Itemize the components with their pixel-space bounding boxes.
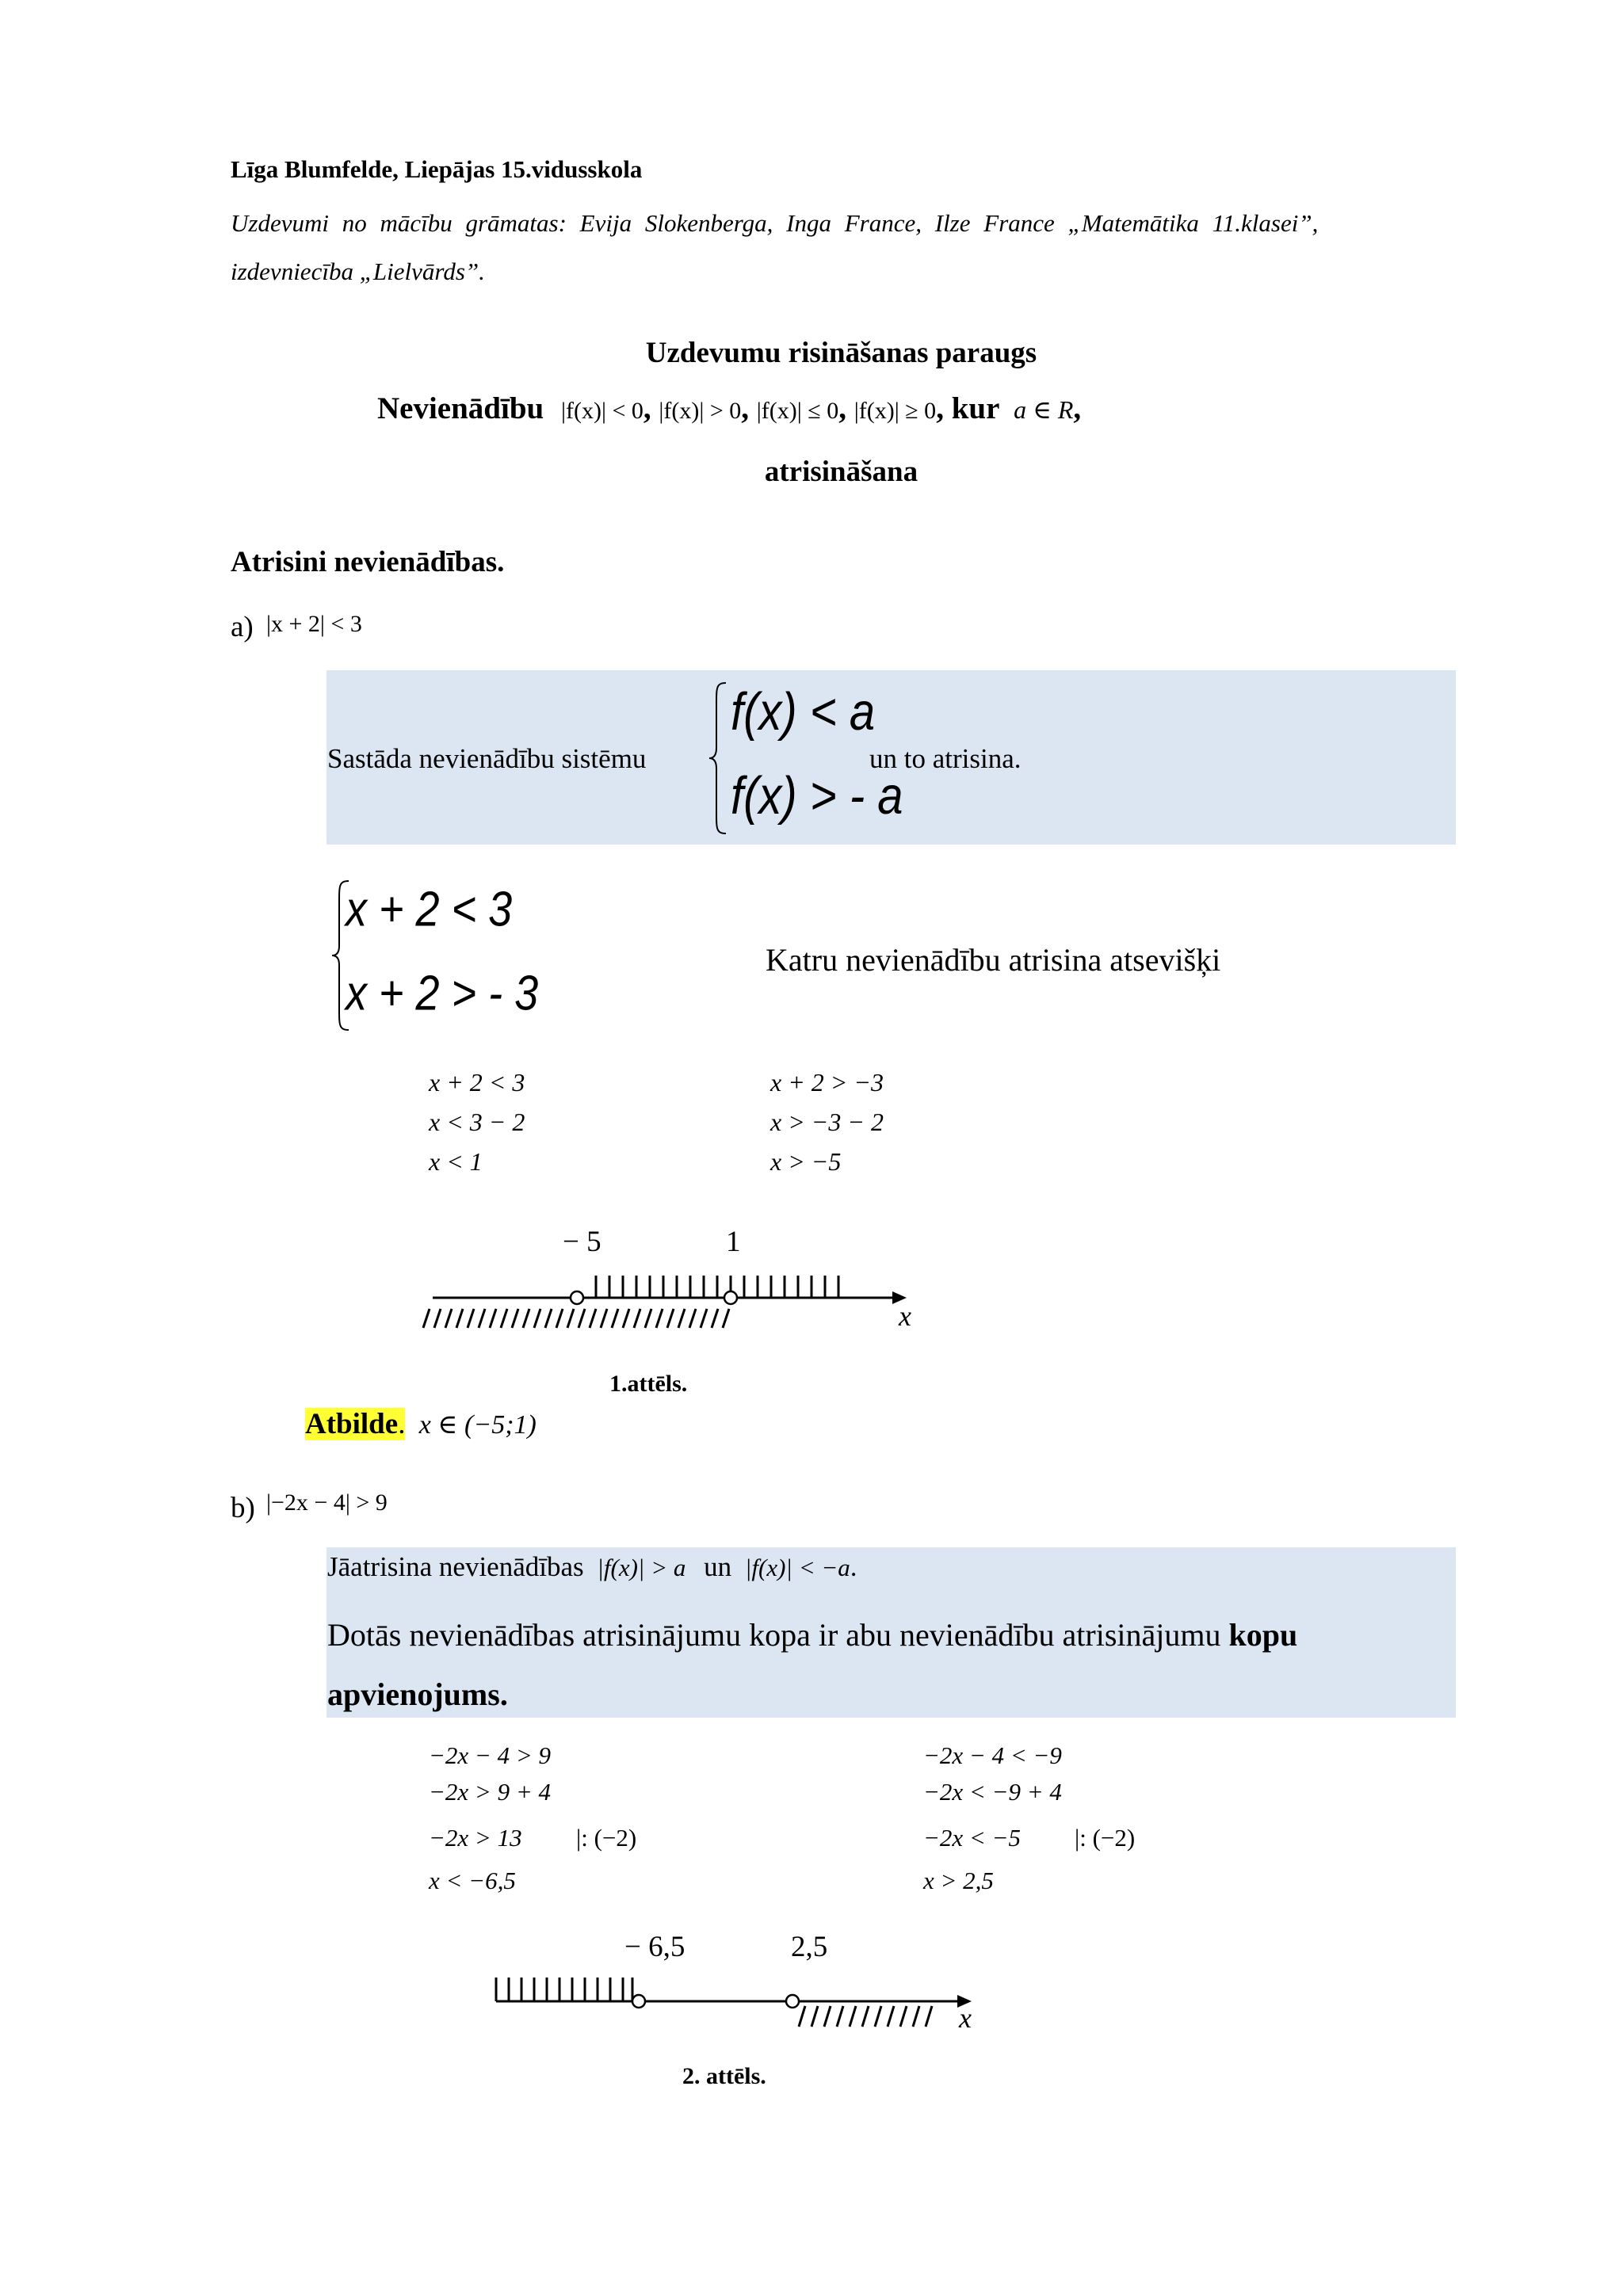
answer-dot: .	[398, 1408, 406, 1440]
fig2-open-point-right	[786, 1995, 799, 2008]
part-a-right-step-3: x > −5	[770, 1147, 842, 1176]
fig2-tick-label-right: 2,5	[791, 1931, 828, 1963]
part-b-box-dot: .	[850, 1551, 857, 1582]
fig1-number-line	[412, 1268, 919, 1339]
part-b-box-un: un	[704, 1551, 732, 1582]
fig2-caption: 2. attēls.	[682, 2063, 766, 2089]
author-line: Līga Blumfelde, Liepājas 15.vidusskola	[231, 155, 643, 183]
part-b-box-line-1	[327, 1551, 857, 1583]
fig1-hatch-slant	[423, 1309, 729, 1328]
part-a-system-note: Katru nevienādību atrisina atsevišķi	[766, 942, 1221, 978]
title-comma-2: ,	[741, 391, 750, 425]
title-line-3: atrisināšana	[764, 456, 918, 488]
fig1-open-point-left	[571, 1291, 583, 1304]
fig2-axis-label: x	[959, 2002, 972, 2034]
part-b-label: b)	[231, 1492, 255, 1524]
part-a-box-text-before: Sastāda nevienādību sistēmu	[327, 743, 647, 774]
part-b-right-step-3: −2x < −5	[923, 1824, 1022, 1852]
part-b-left-step-1: −2x − 4 > 9	[429, 1741, 552, 1769]
fig1-tick-label-right: 1	[726, 1226, 741, 1258]
part-b-left-step-4: x < −6,5	[429, 1867, 516, 1894]
part-b-left-step-2: −2x > 9 + 4	[429, 1778, 552, 1806]
title-condition: a ∈ R	[1014, 395, 1074, 424]
part-a-left-step-2: x < 3 − 2	[429, 1108, 525, 1136]
part-b-right-step-1: −2x − 4 < −9	[923, 1741, 1062, 1769]
fig1-tick-label-left: − 5	[563, 1226, 601, 1258]
part-a-box-sys-1: f(x) < a	[731, 682, 876, 742]
part-b-box-ineq-1: |f(x)| > a	[597, 1554, 686, 1581]
fig2-tick-label-left: − 6,5	[624, 1931, 685, 1963]
fig2-number-line	[475, 1971, 983, 2035]
answer-value: x ∈ (−5;1)	[418, 1410, 537, 1440]
part-a-box-text-after: un to atrisina.	[869, 743, 1022, 774]
task-heading: Atrisini nevienādības.	[231, 546, 505, 578]
part-a-left-step-3: x < 1	[429, 1147, 483, 1176]
part-b-right-step-4: x > 2,5	[923, 1867, 994, 1894]
part-b-box-line-2-text: Dotās nevienādības atrisinājumu kopa ir abu nevienādību atrisinājumu	[327, 1617, 1221, 1653]
part-a-answer	[305, 1407, 537, 1441]
part-a-right-step-1: x + 2 > −3	[770, 1068, 884, 1097]
title-comma-1: ,	[643, 391, 651, 425]
part-b-right-divide: |: (−2)	[1075, 1824, 1136, 1852]
answer-label: Atbilde	[305, 1408, 399, 1440]
part-b-box-line-2	[327, 1616, 1297, 1653]
part-a-system-2: x + 2 > - 3	[346, 966, 539, 1021]
fig1-open-point-right	[724, 1291, 737, 1304]
part-b-box-ineq-2: |f(x)| < −a	[744, 1554, 850, 1581]
part-a-left-step-1: x + 2 < 3	[429, 1068, 525, 1097]
part-b-problem: |−2x − 4| > 9	[266, 1489, 388, 1516]
fig2-hatch-slant	[799, 2006, 932, 2027]
part-a-box-sys-2: f(x) > - a	[731, 766, 903, 826]
fig2-hatch-vertical	[496, 1978, 632, 2001]
title-ineq-4: |f(x)| ≥ 0	[854, 398, 937, 424]
part-a-box-brace	[707, 680, 731, 837]
part-b-box-text-before: Jāatrisina nevienādības	[327, 1551, 584, 1582]
part-b-left-step-3: −2x > 13	[429, 1824, 522, 1852]
part-a-problem: |x + 2| < 3	[266, 611, 362, 637]
part-b-left-divide: |: (−2)	[576, 1824, 637, 1852]
part-b-box-line-3: apvienojums.	[327, 1676, 508, 1712]
title-ineq-3: |f(x)| ≤ 0	[756, 398, 839, 424]
part-b-box-line-2-bold: kopu	[1228, 1617, 1298, 1653]
title-ineq-1: |f(x)| < 0	[560, 398, 643, 424]
part-b-right-step-2: −2x < −9 + 4	[923, 1778, 1062, 1806]
fig1-axis-label: x	[899, 1300, 911, 1332]
source-line-2: izdevniecība „Lielvārds”.	[231, 257, 485, 285]
title-inequalities-line	[377, 391, 1081, 432]
title-comma-3: ,	[838, 391, 846, 425]
fig1-caption: 1.attēls.	[609, 1371, 688, 1397]
part-a-label: a)	[231, 611, 254, 643]
fig2-open-point-left	[632, 1995, 645, 2008]
fig1-hatch-vertical	[596, 1276, 838, 1298]
title-ineq-2: |f(x)| > 0	[659, 398, 742, 424]
title-comma-5: ,	[1073, 391, 1082, 425]
page-title: Uzdevumu risināšanas paraugs	[645, 337, 1037, 369]
source-line-1: Uzdevumi no mācību grāmatas: Evija Slokenberga, Inga France, Ilze France „Matemātika 11.klasei”,	[231, 209, 1319, 237]
part-a-right-step-2: x > −3 − 2	[770, 1108, 884, 1136]
title-prefix: Nevienādību	[377, 391, 544, 425]
part-a-system-1: x + 2 < 3	[346, 882, 513, 937]
title-kur: , kur	[936, 391, 1000, 425]
